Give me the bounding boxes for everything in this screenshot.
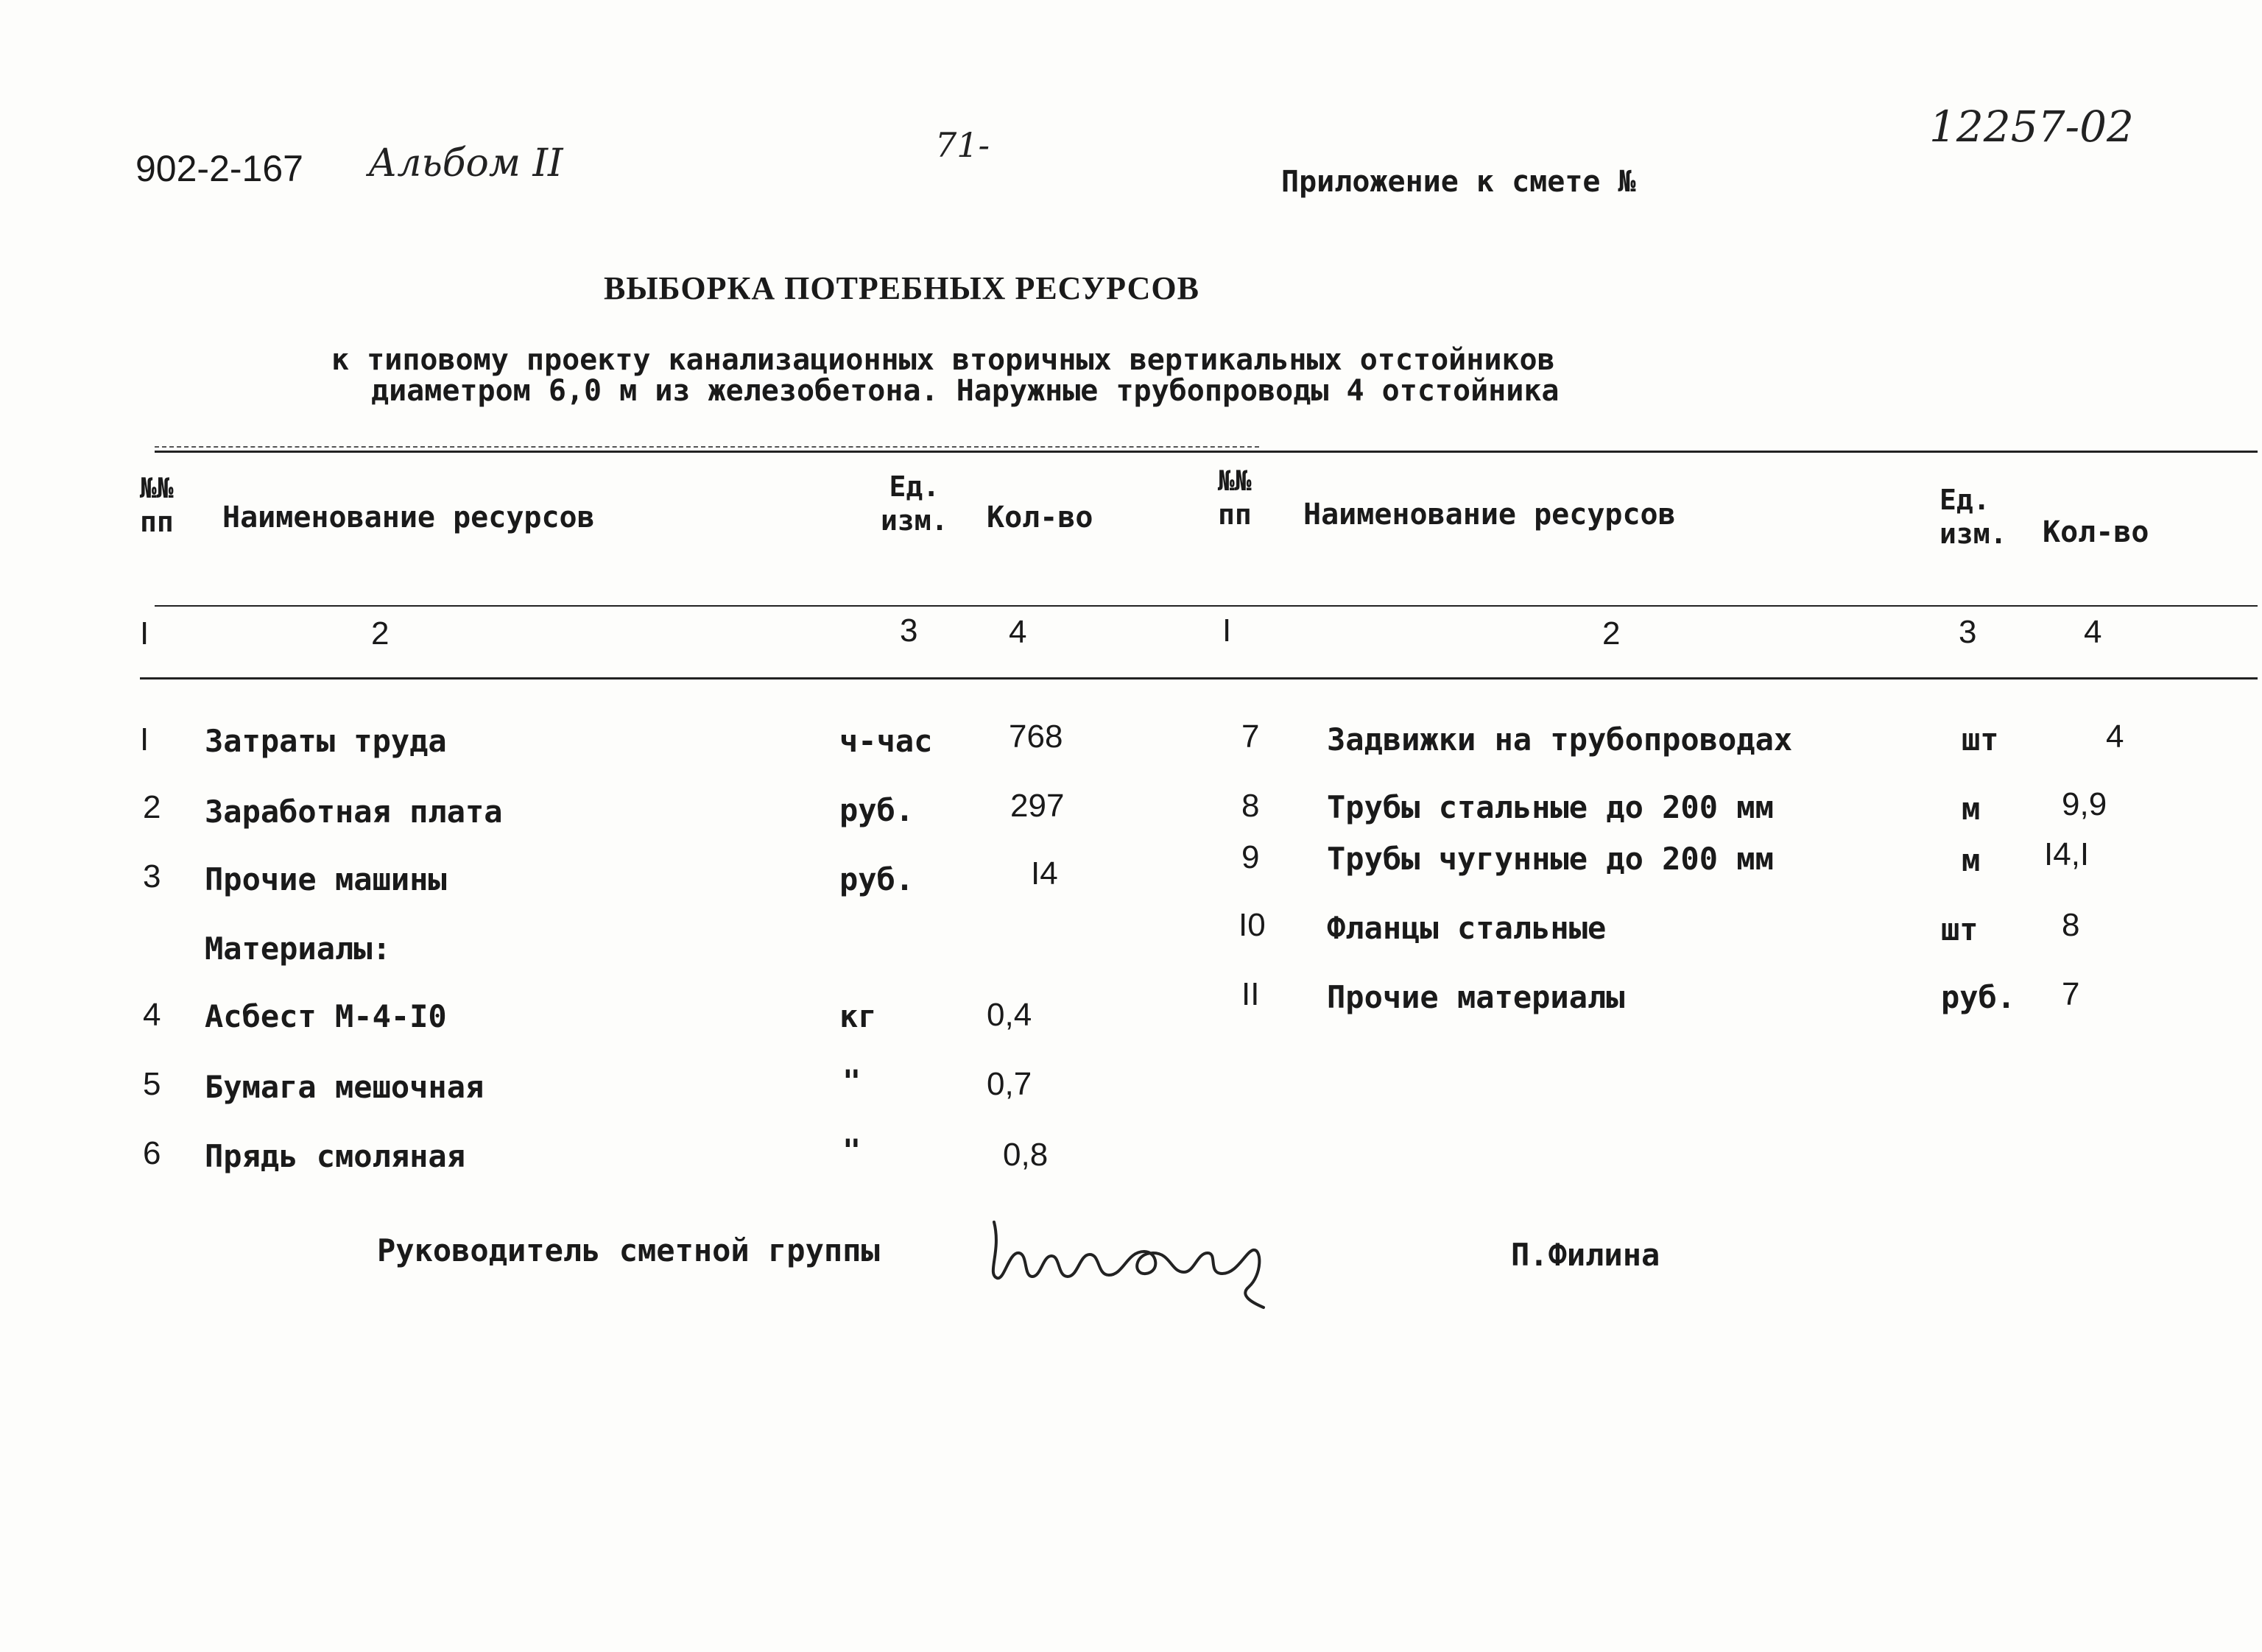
left-row-1-name: Затраты труда xyxy=(205,723,447,759)
right-row-9-name: Трубы чугунные до 200 мм xyxy=(1327,841,1774,877)
header-unit-right: Ед. изм. xyxy=(1939,484,2007,550)
appendix-label: Приложение к смете № xyxy=(1281,165,1636,199)
right-row-9-unit: м xyxy=(1962,842,1981,878)
header-qty-right: Кол-во xyxy=(2043,515,2149,549)
left-row-5-unit: " xyxy=(842,1063,862,1099)
right-row-10-no: I0 xyxy=(1239,907,1266,943)
header-no-left: №№ пп xyxy=(140,472,174,538)
header-qty-left: Кол-во xyxy=(987,501,1093,534)
document-code: 902-2-167 xyxy=(135,148,303,189)
table-top-rule xyxy=(155,451,2258,453)
left-row-5-qty: 0,7 xyxy=(987,1066,1032,1102)
right-row-11-unit: руб. xyxy=(1941,979,2016,1015)
materials-heading: Материалы: xyxy=(205,931,391,967)
archive-number: 12257-02 xyxy=(1929,102,2134,152)
left-row-6-unit: " xyxy=(842,1132,862,1168)
album-label: Альбом II xyxy=(368,141,563,186)
right-row-8-qty: 9,9 xyxy=(2062,786,2107,822)
header-name-left: Наименование ресурсов xyxy=(222,501,595,534)
signer-title: Руководитель сметной группы xyxy=(377,1232,880,1268)
colnum-right-3: 3 xyxy=(1959,614,1977,650)
header-unit-left: Ед. изм. xyxy=(881,470,948,537)
right-row-7-no: 7 xyxy=(1241,719,1260,755)
colnum-right-2: 2 xyxy=(1602,615,1621,652)
right-row-7-qty: 4 xyxy=(2106,719,2124,755)
right-row-8-name: Трубы стальные до 200 мм xyxy=(1327,789,1774,825)
right-row-10-name: Фланцы стальные xyxy=(1327,910,1607,946)
handwritten-signature xyxy=(987,1207,1311,1310)
signer-name: П.Филина xyxy=(1511,1237,1660,1273)
left-row-2-no: 2 xyxy=(143,789,161,825)
left-row-4-unit: кг xyxy=(839,998,877,1034)
header-no-right: №№ пп xyxy=(1218,465,1252,531)
colnum-left-4: 4 xyxy=(1009,614,1027,650)
right-row-9-no: 9 xyxy=(1241,839,1260,875)
left-row-4-name: Асбест М-4-I0 xyxy=(205,998,447,1034)
left-row-2-unit: руб. xyxy=(839,792,915,828)
subtitle-line-1: к типовому проекту канализационных вторичных вертикальных отстойников xyxy=(331,343,1555,377)
subtitle-line-2: диаметром 6,0 м из железобетона. Наружные трубопроводы 4 отстойника xyxy=(371,374,1560,408)
right-row-11-qty: 7 xyxy=(2062,976,2080,1012)
left-row-1-no: I xyxy=(140,721,149,758)
left-row-3-no: 3 xyxy=(143,858,161,894)
colnum-right-1: I xyxy=(1222,613,1232,649)
right-row-8-unit: м xyxy=(1962,791,1981,827)
page-number: 71- xyxy=(935,125,990,165)
document-title: ВЫБОРКА ПОТРЕБНЫХ РЕСУРСОВ xyxy=(604,270,1199,306)
column-numbers-rule xyxy=(140,677,2258,679)
right-row-8-no: 8 xyxy=(1241,788,1260,824)
colnum-right-4: 4 xyxy=(2084,614,2102,650)
left-row-3-unit: руб. xyxy=(839,861,915,897)
right-row-9-qty: I4,I xyxy=(2044,836,2090,872)
left-row-1-qty: 768 xyxy=(1009,719,1063,755)
left-row-1-unit: ч-час xyxy=(839,723,933,759)
right-row-11-no: II xyxy=(1241,976,1260,1012)
left-row-2-qty: 297 xyxy=(1010,788,1065,824)
header-name-right: Наименование ресурсов xyxy=(1303,498,1676,532)
colnum-left-3: 3 xyxy=(900,613,918,649)
left-row-4-no: 4 xyxy=(143,997,161,1033)
colnum-left-2: 2 xyxy=(371,615,390,652)
left-row-2-name: Заработная плата xyxy=(205,794,503,830)
colnum-left-1: I xyxy=(140,615,149,652)
left-row-5-no: 5 xyxy=(143,1066,161,1102)
left-row-3-qty: I4 xyxy=(1031,855,1058,892)
left-row-5-name: Бумага мешочная xyxy=(205,1069,485,1105)
right-row-7-unit: шт xyxy=(1962,721,1999,758)
left-row-4-qty: 0,4 xyxy=(987,997,1032,1033)
right-row-7-name: Задвижки на трубопроводах xyxy=(1327,721,1793,758)
left-row-6-no: 6 xyxy=(143,1135,161,1171)
right-row-10-qty: 8 xyxy=(2062,907,2080,943)
table-top-rule-dashed xyxy=(155,446,1259,448)
header-bottom-rule xyxy=(155,605,2258,607)
left-row-6-name: Прядь смоляная xyxy=(205,1138,466,1174)
right-row-10-unit: шт xyxy=(1941,911,1979,947)
right-row-11-name: Прочие материалы xyxy=(1327,979,1625,1015)
left-row-3-name: Прочие машины xyxy=(205,861,447,897)
left-row-6-qty: 0,8 xyxy=(1003,1137,1049,1173)
